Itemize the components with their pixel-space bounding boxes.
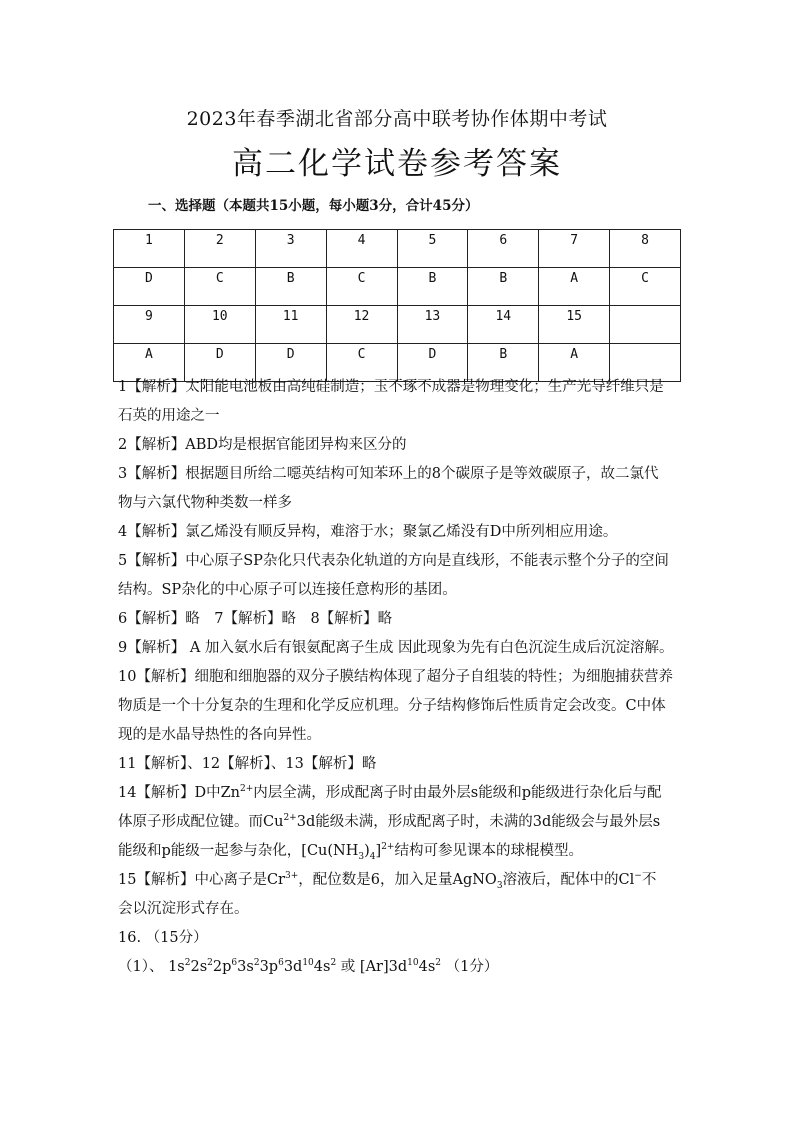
table-cell: D bbox=[184, 344, 255, 382]
subscript: 3 bbox=[358, 851, 365, 862]
table-cell: 10 bbox=[184, 306, 255, 344]
explanation-line: 物与六氯代物种类数一样多 bbox=[118, 495, 292, 511]
table-cell: 11 bbox=[255, 306, 326, 344]
table-row bbox=[114, 230, 681, 268]
explanation-line bbox=[118, 870, 683, 899]
text-run: 4s bbox=[313, 959, 331, 975]
text-run: 3d bbox=[283, 959, 303, 975]
superscript: 6 bbox=[231, 958, 238, 969]
explanation-line bbox=[118, 783, 683, 812]
explanation-line: 5【解析】中心原子SP杂化只代表杂化轨道的方向是直线形，不能表示整个分子的空间 bbox=[118, 553, 669, 569]
superscript: 3+ bbox=[284, 871, 299, 882]
question-heading: 16. （15分） bbox=[118, 930, 208, 946]
subscript: 3 bbox=[496, 880, 503, 891]
superscript: 2 bbox=[330, 958, 337, 969]
text-run: ，配位数是6，加入足量AgNO bbox=[298, 872, 497, 888]
explanation-line: 物质是一个十分复杂的生理和化学反应机理。分子结构修饰后性质肯定会改变。C中体 bbox=[118, 698, 666, 714]
superscript: 10 bbox=[407, 958, 419, 969]
superscript: 2+ bbox=[240, 784, 254, 795]
table-cell: 15 bbox=[539, 306, 610, 344]
text-run: 不 bbox=[641, 872, 657, 888]
explanation-line: 会以沉淀形式存在。 bbox=[118, 901, 249, 917]
superscript: 2 bbox=[435, 958, 441, 969]
table-cell: C bbox=[610, 268, 681, 306]
text-run: 15【解析】中心离子是Cr bbox=[118, 872, 285, 888]
explanation-line: 9【解析】 A 加入氨水后有银氨配离子生成 因此现象为先有白色沉淀生成后沉淀溶解。 bbox=[118, 640, 674, 656]
superscript: − bbox=[634, 871, 642, 882]
table-cell: 12 bbox=[326, 306, 397, 344]
table-cell: 7 bbox=[539, 230, 610, 268]
text-run: 4s bbox=[418, 959, 436, 975]
explanation-line: 2【解析】ABD均是根据官能团异构来区分的 bbox=[118, 437, 407, 453]
table-row bbox=[114, 306, 681, 344]
table-cell bbox=[610, 306, 681, 344]
text-run: 3d能级未满，形成配离子时，未满的3d能级会与最外层s bbox=[296, 814, 661, 830]
table-cell: 4 bbox=[326, 230, 397, 268]
explanations bbox=[118, 377, 683, 986]
table-cell: C bbox=[184, 268, 255, 306]
table-cell: D bbox=[114, 268, 185, 306]
text-run: 14【解析】D中Zn bbox=[118, 785, 240, 801]
text-run: 溶液后，配体中的Cl bbox=[502, 872, 635, 888]
table-cell: 9 bbox=[114, 306, 185, 344]
explanation-line bbox=[118, 841, 683, 870]
table-cell: 13 bbox=[397, 306, 468, 344]
table-cell: C bbox=[326, 344, 397, 382]
table-cell: 2 bbox=[184, 230, 255, 268]
subscript: 4 bbox=[369, 851, 376, 862]
table-cell: 8 bbox=[610, 230, 681, 268]
superscript: 10 bbox=[302, 958, 314, 969]
superscript: 2 bbox=[184, 958, 191, 969]
table-cell: 3 bbox=[255, 230, 326, 268]
table-cell: D bbox=[397, 344, 468, 382]
text-run: 能级和p能级一起参与杂化，[Cu(NH bbox=[118, 843, 359, 859]
table-cell: B bbox=[397, 268, 468, 306]
answer-line bbox=[118, 957, 683, 986]
text-run: 或 [Ar]3d bbox=[336, 959, 408, 975]
explanation-line: 结构。SP杂化的中心原子可以连接任意构形的基团。 bbox=[118, 582, 457, 598]
text-run: 2s bbox=[190, 959, 208, 975]
table-row bbox=[114, 344, 681, 382]
explanation-line bbox=[118, 812, 683, 841]
superscript: 2+ bbox=[283, 813, 297, 824]
explanation-line: 现的是水晶导热性的各向异性。 bbox=[118, 727, 321, 743]
text-run: ] bbox=[375, 843, 382, 859]
text-run: 3p bbox=[259, 959, 279, 975]
explanation-line: 4【解析】氯乙烯没有顺反异构，难溶于水；聚氯乙烯没有D中所列相应用途。 bbox=[118, 524, 618, 540]
table-cell: 14 bbox=[468, 306, 539, 344]
superscript: 2 bbox=[253, 958, 260, 969]
text-run: ) bbox=[364, 843, 370, 859]
table-cell: B bbox=[255, 268, 326, 306]
table-cell: 6 bbox=[468, 230, 539, 268]
text-run: 2p bbox=[212, 959, 232, 975]
table-cell: A bbox=[114, 344, 185, 382]
text-run: 结构可参见课本的球棍模型。 bbox=[394, 843, 583, 859]
table-cell: A bbox=[539, 268, 610, 306]
section-heading: 一、选择题（本题共15小题，每小题3分，合计45分） bbox=[148, 198, 479, 214]
table-row bbox=[114, 268, 681, 306]
text-run: 3s bbox=[237, 959, 254, 975]
table-cell: B bbox=[468, 268, 539, 306]
superscript: 2 bbox=[207, 958, 213, 969]
text-run: 内层全满，形成配离子时由最外层s能级和p能级进行杂化后与配 bbox=[253, 785, 662, 801]
table-cell: C bbox=[326, 268, 397, 306]
table-cell bbox=[610, 344, 681, 382]
table-cell: A bbox=[539, 344, 610, 382]
superscript: 6 bbox=[278, 958, 284, 969]
text-run: 体原子形成配位键。而Cu bbox=[118, 814, 284, 830]
table-cell: 5 bbox=[397, 230, 468, 268]
table-cell: B bbox=[468, 344, 539, 382]
explanation-line: 3【解析】根据题目所给二噁英结构可知苯环上的8个碳原子是等效碳原子，故二氯代 bbox=[118, 466, 659, 482]
explanation-line: 6【解析】略 7【解析】略 8【解析】略 bbox=[118, 611, 393, 627]
explanation-line: 11【解析】、12【解析】、13【解析】略 bbox=[118, 756, 377, 772]
document-title: 高二化学试卷参考答案 bbox=[232, 146, 562, 182]
answer-table bbox=[113, 229, 681, 382]
explanation-line: 10【解析】细胞和细胞器的双分子膜结构体现了超分子自组装的特性；为细胞捕获营养 bbox=[118, 669, 673, 685]
explanation-line: 石英的用途之一 bbox=[118, 408, 220, 424]
text-run: （1分） bbox=[441, 959, 499, 975]
superscript: 2+ bbox=[381, 842, 395, 853]
table-cell: 1 bbox=[114, 230, 185, 268]
exam-title: 2023年春季湖北省部分高中联考协作体期中考试 bbox=[186, 108, 608, 130]
text-run: （1）、 1s bbox=[118, 959, 185, 975]
explanation-line: 1【解析】太阳能电池板由高纯硅制造；玉不琢不成器是物理变化；生产光导纤维只是 bbox=[118, 379, 664, 395]
table-cell: D bbox=[255, 344, 326, 382]
